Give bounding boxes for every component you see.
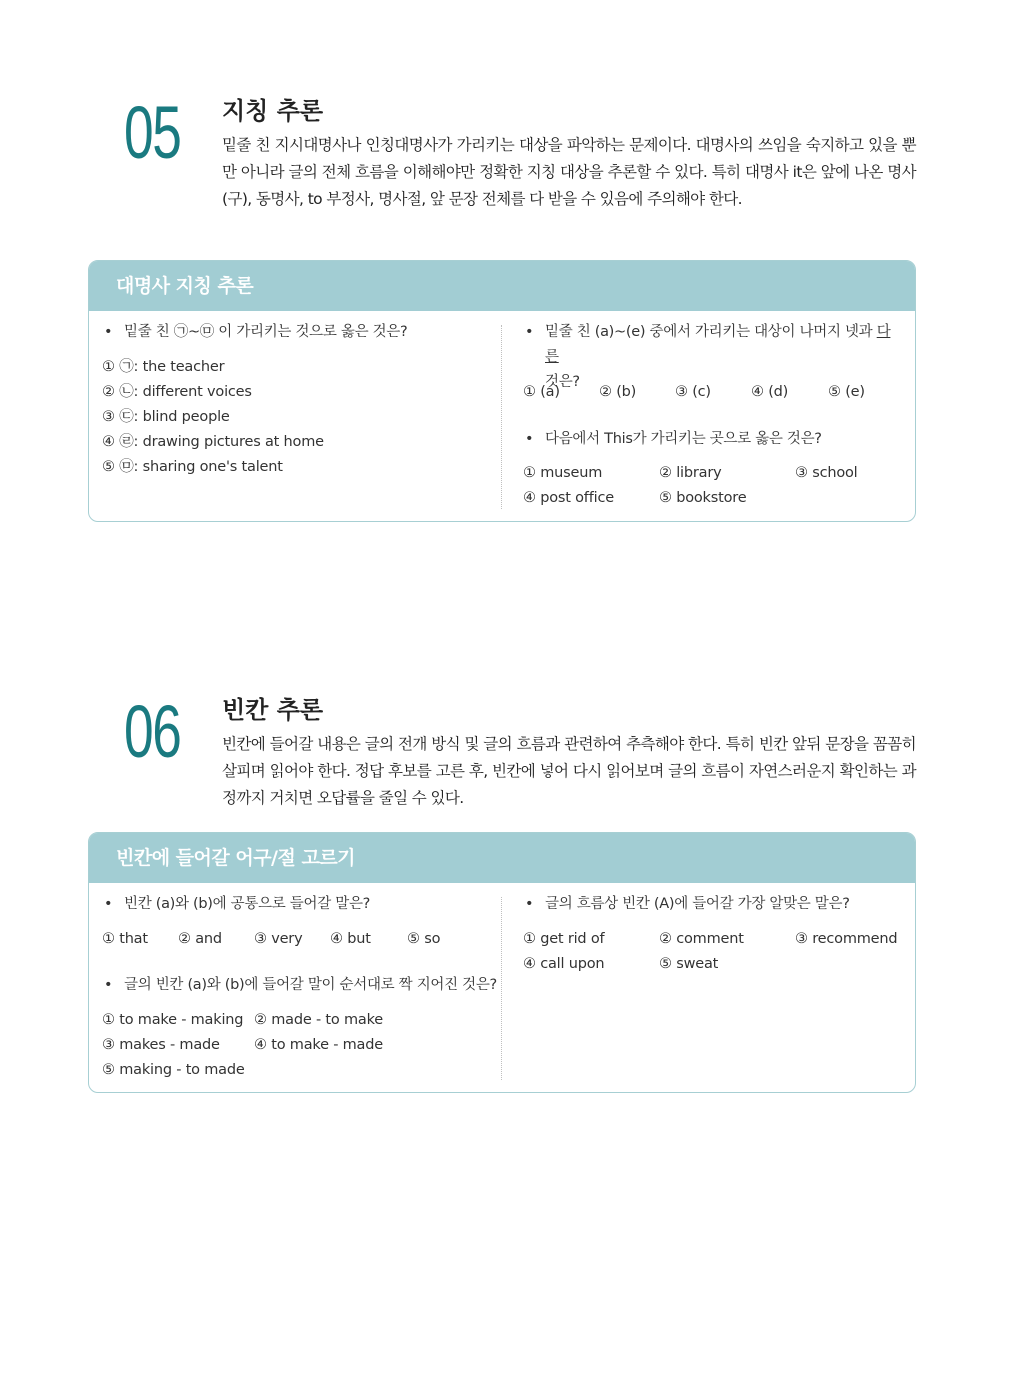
option: ③ school: [795, 465, 858, 481]
section-06-header: [0, 690, 1024, 815]
option: ① that: [102, 931, 148, 947]
question-text: 글의 빈칸 (a)와 (b)에 들어갈 말이 순서대로 짝 지어진 것은?: [124, 977, 497, 993]
option: ⑤ ㉤: sharing one's talent: [102, 459, 283, 475]
option: ② and: [178, 931, 222, 947]
bullet: •: [525, 896, 534, 912]
option: ① (a): [523, 384, 560, 400]
column-divider: [501, 897, 502, 1080]
question: [104, 320, 489, 345]
option: ① ㉠: the teacher: [102, 359, 225, 375]
card-title: 대명사 지칭 추론: [89, 261, 915, 311]
option: ① get rid of: [523, 931, 605, 947]
card-body: [89, 311, 915, 522]
option: ③ very: [254, 931, 303, 947]
question: [525, 892, 900, 917]
bullet: •: [525, 431, 534, 447]
option: ③ makes - made: [102, 1037, 220, 1053]
option: ⑤ bookstore: [659, 490, 747, 506]
question-text-part: 것은?: [545, 374, 580, 390]
bullet: •: [104, 324, 113, 340]
section-number: 06: [124, 690, 181, 773]
section-description: 밑줄 친 지시대명사나 인칭대명사가 가리키는 대상을 파악하는 문제이다. 대명사의 쓰임을 숙지하고 있을 뿐 만 아니라 글의 전체 흐름을 이해해야만 정확한 지칭 대상을 추론할 수 있다. 특히 대명사 it은 앞에 나온 명사(구), 동명사, to 부정사, 명사절, 앞 문장 전체를 다 받을 수 있음에 주의해야 한다.: [222, 136, 916, 208]
option: ⑤ (e): [828, 384, 865, 400]
section-title: 빈칸 추론: [222, 696, 324, 724]
bullet: •: [525, 324, 534, 340]
question: [104, 892, 494, 917]
option: ④ post office: [523, 490, 614, 506]
option: ② library: [659, 465, 722, 481]
option: ① to make - making: [102, 1012, 244, 1028]
column-divider: [501, 325, 502, 509]
option: ③ ㉢: blind people: [102, 409, 230, 425]
option: ④ to make - made: [254, 1037, 383, 1053]
section-description: 빈칸에 들어갈 내용은 글의 전개 방식 및 글의 흐름과 관련하여 추측해야 한다. 특히 빈칸 앞뒤 문장을 꼼꼼히 살피며 읽어야 한다. 정답 후보를 고른 후, 빈칸에 넣어 다시 읽어보며 글의 흐름이 자연스러운지 확인하는 과정까지 거치면 오답률을 줄일 수 있다.: [222, 735, 916, 807]
bullet: •: [104, 896, 113, 912]
option: ⑤ making - to made: [102, 1062, 245, 1078]
section-title: 지칭 추론: [222, 97, 324, 125]
option: ② (b): [599, 384, 637, 400]
option: ③ (c): [675, 384, 711, 400]
option: ⑤ sweat: [659, 956, 719, 972]
underlined-word: 다른: [545, 324, 891, 365]
card-fill-in-blank: [88, 832, 916, 1093]
section-number: 05: [124, 91, 181, 174]
question: [104, 973, 499, 998]
option: ② ㉡: different voices: [102, 384, 252, 400]
question: [525, 427, 900, 452]
card-body: [89, 883, 915, 1093]
option: ④ call upon: [523, 956, 605, 972]
card-title: 빈칸에 들어갈 어구/절 고르기: [89, 833, 915, 883]
question-text: 빈칸 (a)와 (b)에 공통으로 들어갈 말은?: [124, 896, 371, 912]
question-text: 글의 흐름상 빈칸 (A)에 들어갈 가장 알맞은 말은?: [545, 896, 850, 912]
question-text-part: 밑줄 친 (a)~(e) 중에서 가리키는 대상이 나머지 넷과: [545, 324, 877, 340]
question-text: 밑줄 친 ㉠~㉤ 이 가리키는 것으로 옳은 것은?: [124, 324, 408, 340]
option: ① museum: [523, 465, 603, 481]
option: ④ (d): [751, 384, 789, 400]
option: ④ ㉣: drawing pictures at home: [102, 434, 324, 450]
section-05-header: [0, 91, 1024, 216]
option: ③ recommend: [795, 931, 898, 947]
bullet: •: [104, 977, 113, 993]
option: ② comment: [659, 931, 744, 947]
card-pronoun-reference: [88, 260, 916, 522]
question-text: 다음에서 This가 가리키는 곳으로 옳은 것은?: [545, 431, 822, 447]
option: ④ but: [330, 931, 371, 947]
option: ⑤ so: [407, 931, 441, 947]
option: ② made - to make: [254, 1012, 383, 1028]
